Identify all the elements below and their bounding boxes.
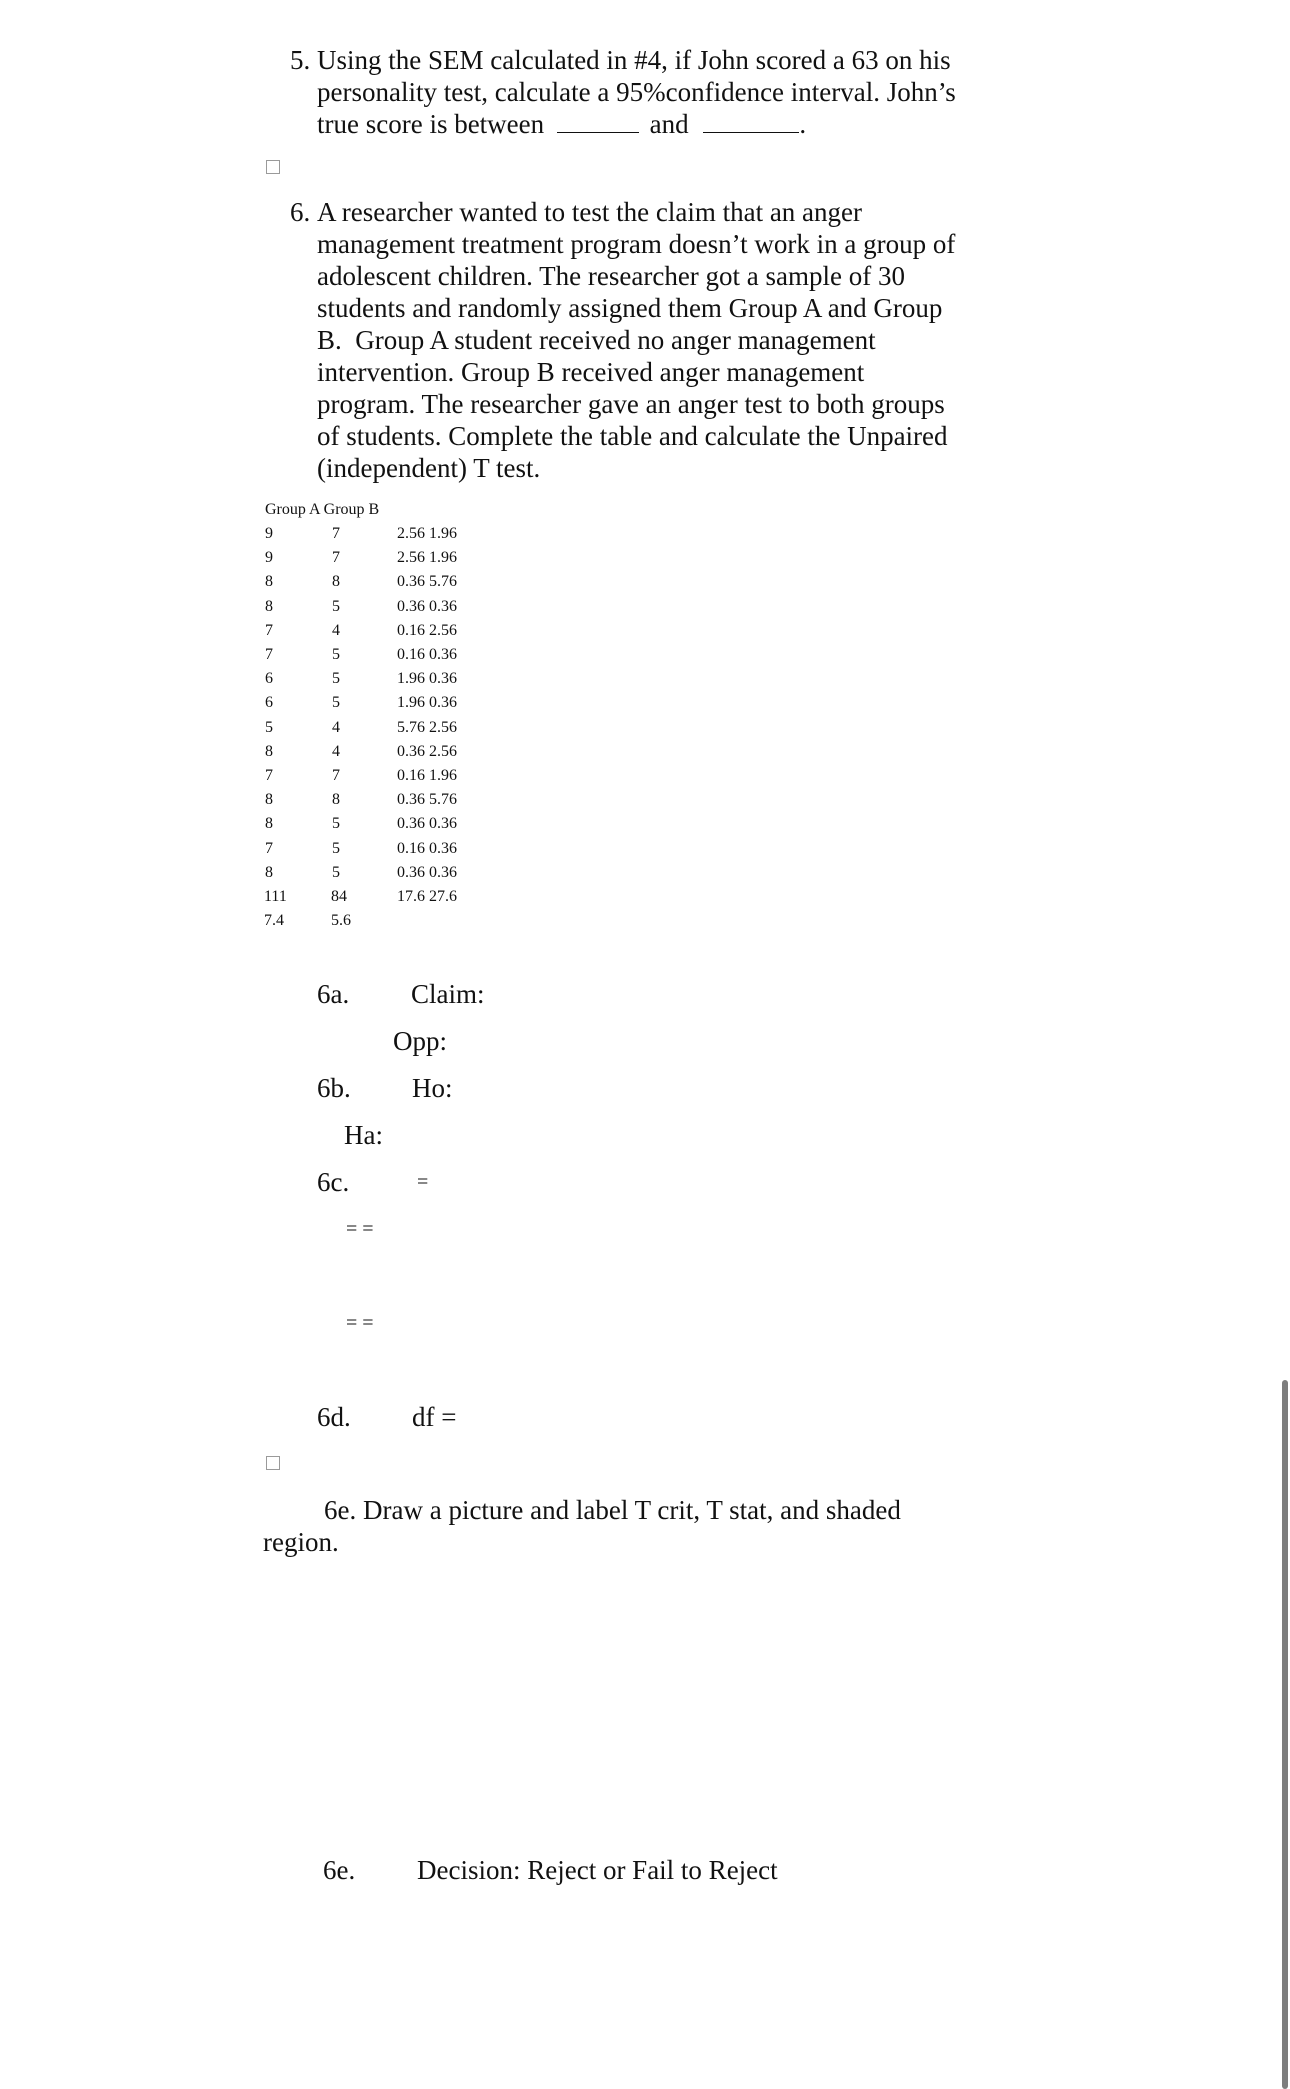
table-cell: 1.96 0.36: [397, 694, 457, 712]
table-cell: 0.16 0.36: [397, 646, 457, 663]
question-6-line-8: of students. Complete the table and calculate the Unpaired: [317, 421, 948, 451]
table-cell: 8: [265, 863, 273, 881]
question-5-number: 5.: [290, 45, 311, 75]
table-cell: 5: [332, 597, 340, 615]
table-cell: 5: [265, 718, 273, 736]
table-cell: 8: [332, 791, 340, 809]
question-6-line-4: students and randomly assigned them Group A and Group: [317, 293, 943, 323]
checkbox-2[interactable]: [266, 1456, 280, 1470]
claim-label: Claim:: [411, 979, 485, 1009]
ho-label: Ho:: [412, 1073, 453, 1103]
table-cell: 0.36 0.36: [397, 597, 457, 615]
table-cell: 5: [332, 815, 340, 833]
table-cell: 7: [332, 549, 340, 567]
label-6d: 6d.: [317, 1402, 351, 1432]
label-6b: 6b.: [317, 1073, 351, 1103]
table-cell: 9: [265, 549, 273, 567]
table-cell: 8: [265, 573, 273, 591]
question-6e-line-1: 6e. Draw a picture and label T crit, T stat, and shaded: [324, 1495, 901, 1525]
question-5-period: .: [799, 109, 807, 139]
table-cell: 8: [265, 815, 273, 833]
label-6c: 6c.: [317, 1167, 350, 1197]
table-cell: 7: [265, 646, 273, 663]
table-cell: 5: [332, 694, 340, 712]
label-6a: 6a.: [317, 979, 350, 1009]
label-6e-decision: 6e.: [323, 1855, 356, 1885]
table-cell: 0.16 0.36: [397, 839, 457, 857]
table-cell: 5: [332, 863, 340, 881]
table-cell: 0.16 1.96: [397, 767, 457, 784]
table-cell: 7: [265, 839, 273, 857]
question-5-line-2: personality test, calculate a 95%confidence interval. John’s: [317, 77, 956, 107]
ha-label: Ha:: [344, 1120, 383, 1150]
question-5-and: and: [649, 109, 689, 139]
table-cell: 4: [332, 621, 340, 639]
question-6-line-7: program. The researcher gave an anger test to both groups: [317, 389, 945, 419]
equals-1: =: [417, 1171, 429, 1193]
table-cell: 4: [332, 718, 340, 736]
table-cell: 7: [265, 621, 273, 639]
table-cell: 1.96 0.36: [397, 670, 457, 688]
table-cell: 0.16 2.56: [397, 621, 457, 639]
decision-text: Decision: Reject or Fail to Reject: [417, 1855, 778, 1885]
table-cell: 5: [332, 839, 340, 857]
table-cell: 17.6 27.6: [397, 888, 457, 905]
table-cell: 0.36 0.36: [397, 815, 457, 833]
opp-label: Opp:: [393, 1026, 447, 1056]
table-cell: 5: [332, 646, 340, 663]
table-header: Group A Group B: [265, 501, 380, 518]
table-cell: 4: [332, 742, 340, 760]
df-label: df =: [412, 1402, 457, 1432]
question-6-line-9: (independent) T test.: [317, 453, 541, 483]
question-6-line-3: adolescent children. The researcher got a sample of 30: [317, 261, 906, 291]
table-cell: 7: [332, 767, 340, 784]
question-5-line-3: [317, 108, 806, 140]
table-cell: 0.36 5.76: [397, 791, 457, 809]
table-cell: 5: [332, 670, 340, 688]
table-cell: 2.56 1.96: [397, 549, 457, 567]
table-cell: 5.6: [331, 912, 351, 930]
scrollbar[interactable]: [1282, 1380, 1288, 2089]
data-table: [264, 498, 504, 938]
question-5-line-3-text: true score is between: [317, 109, 545, 139]
table-cell: 5.76 2.56: [397, 718, 457, 736]
table-cell: 7: [332, 525, 340, 542]
question-5-line-1: Using the SEM calculated in #4, if John scored a 63 on his: [317, 45, 951, 75]
table-cell: 8: [265, 597, 273, 615]
question-6-line-5: B. Group A student received no anger management: [317, 325, 876, 355]
question-6e-line-2: region.: [263, 1527, 339, 1557]
table-cell: 2.56 1.96: [397, 525, 457, 542]
table-cell: 8: [265, 791, 273, 809]
table-cell: 6: [265, 694, 273, 712]
table-cell: 7.4: [264, 912, 284, 930]
answer-blank-lower[interactable]: [557, 108, 639, 133]
question-6-line-6: intervention. Group B received anger management: [317, 357, 865, 387]
table-cell: 6: [265, 670, 273, 688]
table-cell: 8: [265, 742, 273, 760]
table-cell: 111: [264, 888, 287, 905]
table-cell: 0.36 0.36: [397, 863, 457, 881]
question-6-line-1: A researcher wanted to test the claim that an anger: [317, 197, 863, 227]
checkbox-1[interactable]: [266, 160, 280, 174]
table-cell: 0.36 2.56: [397, 742, 457, 760]
equals-2: = =: [346, 1218, 374, 1240]
table-cell: 84: [331, 888, 347, 905]
table-cell: 8: [332, 573, 340, 591]
equals-3: = =: [346, 1312, 374, 1334]
question-6-line-2: management treatment program doesn’t work in a group of: [317, 229, 956, 259]
table-cell: 0.36 5.76: [397, 573, 457, 591]
answer-blank-upper[interactable]: [703, 108, 799, 133]
table-cell: 7: [265, 767, 273, 784]
question-6-number: 6.: [290, 197, 311, 227]
table-cell: 9: [265, 525, 273, 542]
